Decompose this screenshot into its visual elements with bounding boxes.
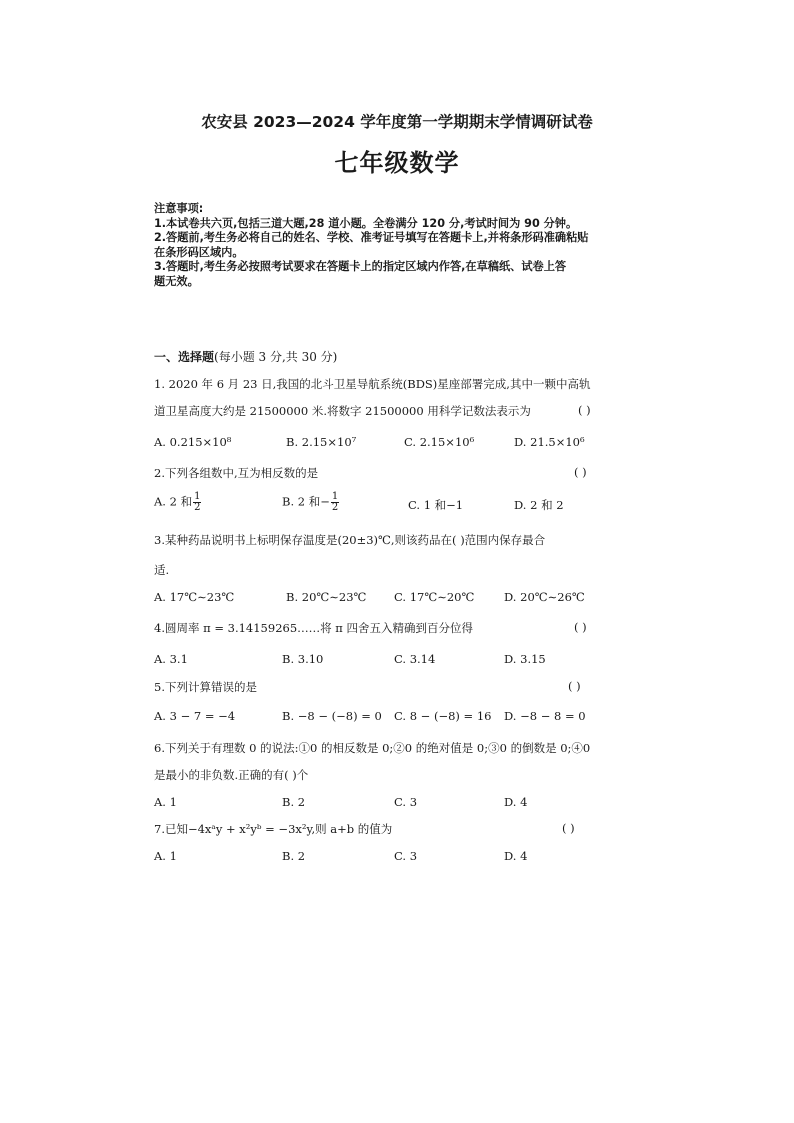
- q3-option-a: A. 17℃∼23℃: [154, 590, 235, 604]
- exam-title-line: 农安县 2023—2024 学年度第一学期期末学情调研试卷: [201, 113, 593, 131]
- q2-stem: 2.下列各组数中,互为相反数的是: [154, 466, 319, 480]
- section-subtitle: (每小题 3 分,共 30 分): [214, 350, 338, 364]
- q5-option-a: A. 3 − 7 = −4: [154, 709, 236, 723]
- q3-stem-line1: 3.某种药品说明书上标明保存温度是(20±3)℃,则该药品在( )范围内保存最合: [154, 533, 546, 547]
- q1-stem-line1: 1. 2020 年 6 月 23 日,我国的北斗卫星导航系统(BDS)星座部署完成,其中一颗中高轨: [154, 377, 591, 391]
- notes-item: 在条形码区域内。: [154, 245, 244, 259]
- q1-option-d: D. 21.5×10⁶: [514, 435, 585, 449]
- notes-block: [154, 202, 624, 289]
- section-heading: [154, 348, 337, 365]
- q1-option-c: C. 2.15×10⁶: [404, 435, 475, 449]
- q1-option-b: B. 2.15×10⁷: [286, 435, 357, 449]
- fraction: [331, 492, 339, 513]
- q6-option-c: C. 3: [394, 795, 418, 809]
- q6-stem-line2: 是最小的非负数.正确的有( )个: [154, 768, 309, 782]
- q5-option-b: B. −8 − (−8) = 0: [282, 709, 382, 723]
- notes-item: 题无效。: [154, 274, 199, 288]
- section-title: 一、选择题: [154, 350, 215, 364]
- q4-option-c: C. 3.14: [394, 652, 436, 666]
- notes-item: 1.本试卷共六页,包括三道大题,28 道小题。全卷满分 120 分,考试时间为 90 分钟。: [154, 216, 578, 230]
- q7-option-c: C. 3: [394, 849, 418, 863]
- q2-option-d: D. 2 和 2: [514, 498, 564, 512]
- q1-answer-bracket: ( ): [578, 403, 591, 417]
- q7-answer-bracket: ( ): [562, 821, 575, 835]
- q2-option-c: C. 1 和−1: [408, 498, 464, 512]
- q2-option-a: [154, 492, 202, 513]
- q6-option-a: A. 1: [154, 795, 177, 809]
- q2-option-b: [282, 492, 340, 513]
- fraction-numerator: 1: [194, 491, 201, 502]
- q2-option-a-prefix: A. 2 和: [154, 494, 193, 509]
- fraction-denominator: 2: [194, 502, 201, 513]
- notes-item: 2.答题前,考生务必将自己的姓名、学校、准考证号填写在答题卡上,并将条形码准确粘贴: [154, 231, 589, 244]
- q3-option-c: C. 17℃∼20℃: [394, 590, 475, 604]
- q4-stem: 4.圆周率 π = 3.14159265……将 π 四舍五入精确到百分位得: [154, 621, 474, 635]
- q5-option-d: D. −8 − 8 = 0: [504, 709, 586, 723]
- fraction-denominator: 2: [331, 502, 339, 513]
- q4-option-d: D. 3.15: [504, 652, 546, 666]
- q5-option-c: C. 8 − (−8) = 16: [394, 709, 492, 723]
- q4-option-b: B. 3.10: [282, 652, 324, 666]
- q1-option-a: A. 0.215×10⁸: [154, 435, 232, 449]
- q1-stem-line2: 道卫星高度大约是 21500000 米.将数字 21500000 用科学记数法表示为: [154, 404, 531, 418]
- q3-stem-line2: 适.: [154, 563, 170, 577]
- notes-item: 3.答题时,考生务必按照考试要求在答题卡上的指定区域内作答,在草稿纸、试卷上答: [154, 260, 567, 273]
- q5-stem: 5.下列计算错误的是: [154, 680, 257, 694]
- q7-option-d: D. 4: [504, 849, 528, 863]
- q3-option-b: B. 20℃∼23℃: [286, 590, 367, 604]
- notes-heading: 注意事项:: [154, 202, 204, 215]
- q7-stem: 7.已知−4xᵃy + x²yᵇ = −3x²y,则 a+b 的值为: [154, 822, 393, 836]
- q4-answer-bracket: ( ): [574, 620, 587, 634]
- q7-option-a: A. 1: [154, 849, 177, 863]
- q6-option-b: B. 2: [282, 795, 306, 809]
- exam-main-title: 七年级数学: [334, 149, 460, 177]
- q6-stem-line1: 6.下列关于有理数 0 的说法:①0 的相反数是 0;②0 的绝对值是 0;③0 的倒数是 0;④0: [154, 741, 591, 755]
- q2-answer-bracket: ( ): [574, 465, 587, 479]
- q5-answer-bracket: ( ): [568, 679, 581, 693]
- q4-option-a: A. 3.1: [154, 652, 188, 666]
- fraction-numerator: 1: [331, 491, 339, 502]
- q2-option-b-prefix: B. 2 和−: [282, 494, 330, 509]
- fraction: [193, 492, 201, 513]
- q7-option-b: B. 2: [282, 849, 306, 863]
- q6-option-d: D. 4: [504, 795, 528, 809]
- q3-option-d: D. 20℃∼26℃: [504, 590, 585, 604]
